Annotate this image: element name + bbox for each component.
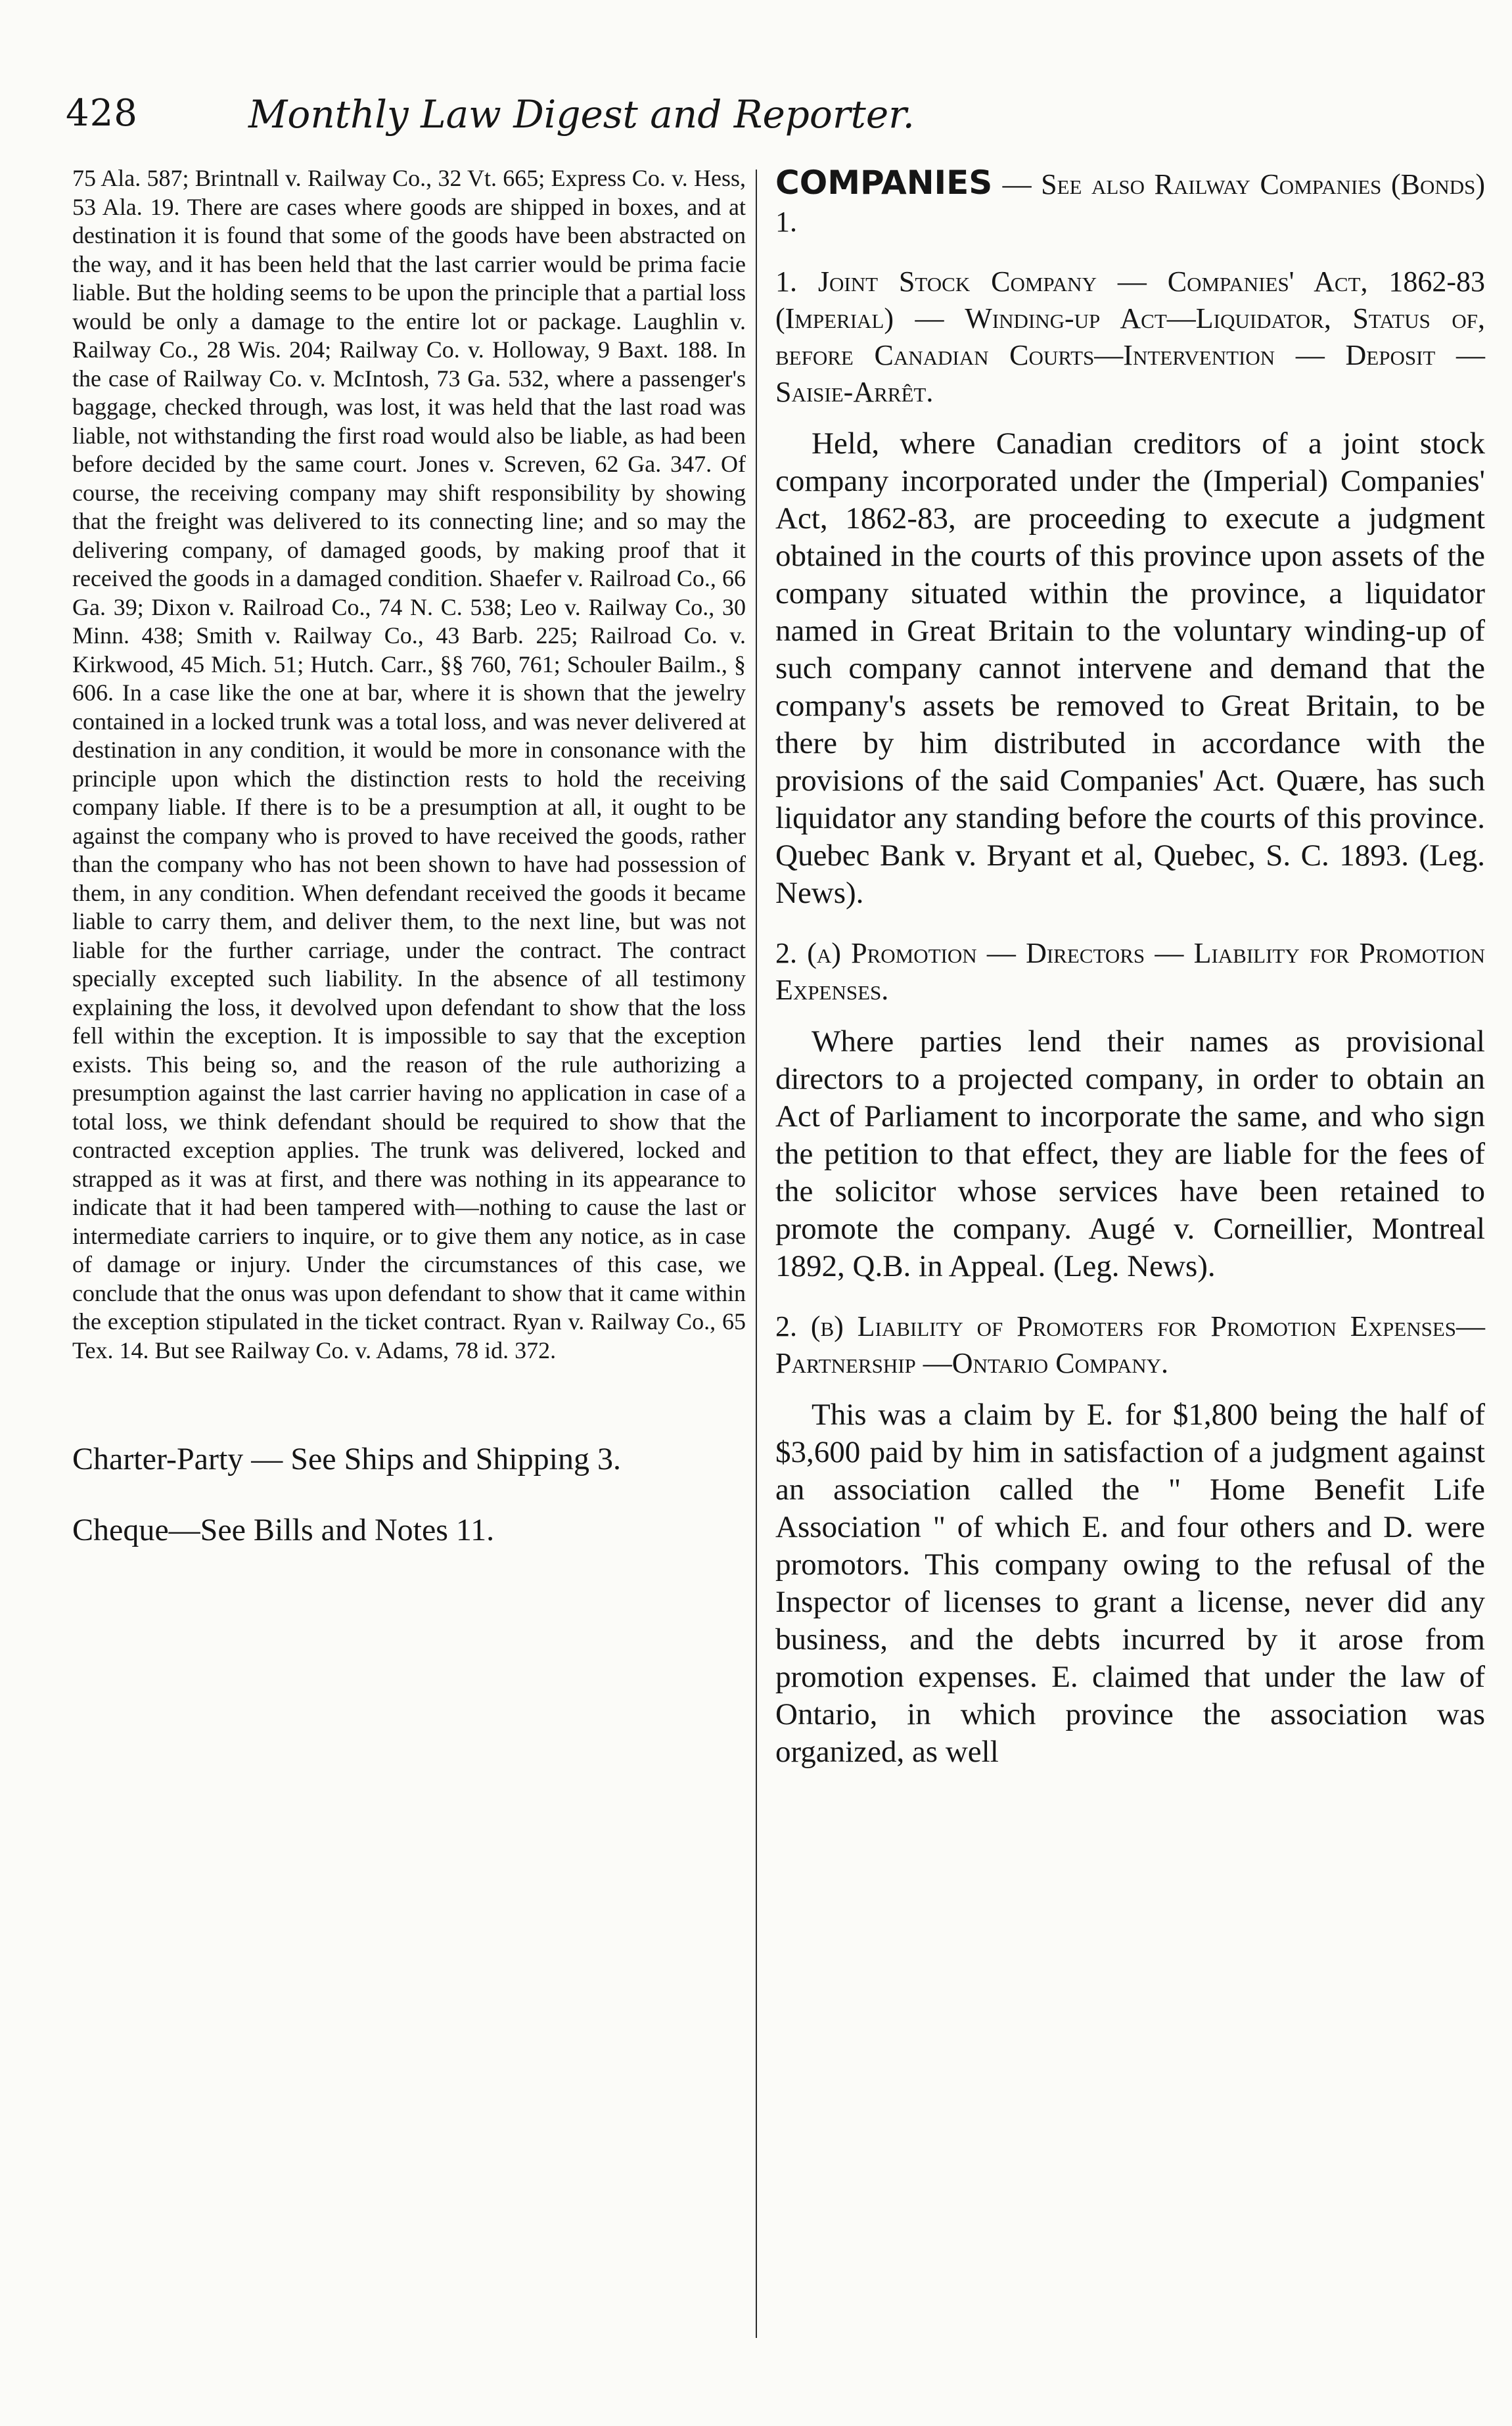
case-1-heading: 1. Joint Stock Company — Companies' Act, 1862-83 (Imperial) — Winding-up Act—Liquidator, Status of, before Canadian Courts—Intervention — Deposit — Saisie-Arrêt.	[775, 265, 1485, 408]
case-2a-body: Where parties lend their names as provisional directors to a projected company, in order to obtain an Act of Parliament to incorporate the same, and who sign the petition to that effect, they are liable for the fees of the solicitor whose services have been retained to promote the company. Augé v. Corneillier, Montreal 1892, Q.B. in Appeal. (Leg. News).	[775, 1024, 1485, 1283]
left-column-body	[72, 164, 746, 1365]
right-column	[775, 164, 1485, 1771]
case-2a-heading: 2. (a) Promotion — Directors — Liability for Promotion Expenses.	[775, 937, 1485, 1006]
cheque-cross-reference: Cheque—See Bills and Notes 11.	[72, 1513, 495, 1547]
charter-party-cross-reference: Charter-Party — See Ships and Shipping 3.	[72, 1442, 621, 1476]
running-title: Monthly Law Digest and Reporter.	[248, 92, 915, 137]
case-1-body: Held, where Canadian creditors of a joint stock company incorporated under the (Imperial) Companies' Act, 1862-83, are proceeding to execute a judgment obtained in the courts of this province upon assets of the company situated within the province, a liquidator named in Great Britain to the voluntary winding-up of such company cannot intervene and demand that the company's assets be removed to Great Britain, to be there by him distributed in accordance with the provisions of the said Companies' Act. Quære, has such liquidator any standing before the courts of this province. Quebec Bank v. Bryant et al, Quebec, S. C. 1893. (Leg. News).	[775, 426, 1485, 910]
case-2b-heading: 2. (b) Liability of Promoters for Promotion Expenses—Partnership —Ontario Company.	[775, 1310, 1485, 1379]
page-header	[66, 92, 1097, 145]
page-number: 428	[66, 92, 138, 135]
column-divider	[756, 170, 757, 2338]
left-column	[72, 164, 746, 1549]
companies-heading: COMPANIES	[775, 164, 993, 202]
left-body-text: 75 Ala. 587; Brintnall v. Railway Co., 32 Vt. 665; Express Co. v. Hess, 53 Ala. 19. There are cases where goods are shipped in boxes, and at destination it is found that some of the goods have been abstracted on the way, and it has been held that the last carrier would be prima facie liable. But the holding seems to be upon the principle that a partial loss would be only a damage to the entire lot or package. Laughlin v. Railway Co., 28 Wis. 204; Railway Co. v. Holloway, 9 Baxt. 188. In the case of Railway Co. v. McIntosh, 73 Ga. 532, where a passenger's baggage, checked through, was lost, it was held that the last road was liable, not withstanding the first road would also be liable, as had been before decided by the same court. Jones v. Screven, 62 Ga. 347. Of course, the receiving company may shift responsibility by showing that the freight was delivered to its connecting line; and so may the delivering company, of damaged goods, by making proof that it received the goods in a damaged condition. Shaefer v. Railroad Co., 66 Ga. 39; Dixon v. Railroad Co., 74 N. C. 538; Leo v. Railway Co., 30 Minn. 438; Smith v. Railway Co., 43 Barb. 225; Railroad Co. v. Kirkwood, 45 Mich. 51; Hutch. Carr., §§ 760, 761; Schouler Bailm., § 606. In a case like the one at bar, where it is shown that the jewelry contained in a locked trunk was a total loss, and was never delivered at destination in any condition, it would be more in consonance with the principle upon which the distinction rests to hold the receiving company liable. If there is to be a presumption at all, it ought to be against the company who is proved to have received the goods, rather than the company who has not been shown to have had possession of them, in any condition. When defendant received the goods it became liable to carry them, and deliver them, to the next line, but was not liable for the further carriage, under the contract. The contract specially excepted such liability. In the absence of all testimony explaining the loss, it devolved upon defendant to show that the loss fell within the exception. It is impossible to say that the exception exists. This being so, and the reason of the rule authorizing a presumption against the last carrier having no application in case of a total loss, we think defendant should be required to show that the contracted exception applies. The trunk was delivered, locked and strapped as it was at first, and there was nothing in its appearance to indicate that it had been tampered with—nothing to cause the last or intermediate carriers to inquire, or to give them any notice, as in case of damage or injury. Under the circumstances of this case, we conclude that the onus was upon defendant to show that it came within the exception stipulated in the ticket contract. Ryan v. Railway Co., 65 Tex. 14. But see Railway Co. v. Adams, 78 id. 372.	[72, 165, 746, 1363]
companies-section-heading	[775, 164, 1485, 240]
case-2b-body: This was a claim by E. for $1,800 being the half of $3,600 paid by him in satisfaction of a judgment against an association called the " Home Benefit Life Association " of which E. and four others and D. were promotors. This company owing to the refusal of the Inspector of licenses to grant a license, never did any business, and the debts incurred by it arose from promotion expenses. E. claimed that under the law of Ontario, in which province the association was organized, as well	[775, 1398, 1485, 1769]
companies-see-also: — See also Railway Companies (Bonds) 1.	[775, 168, 1486, 238]
